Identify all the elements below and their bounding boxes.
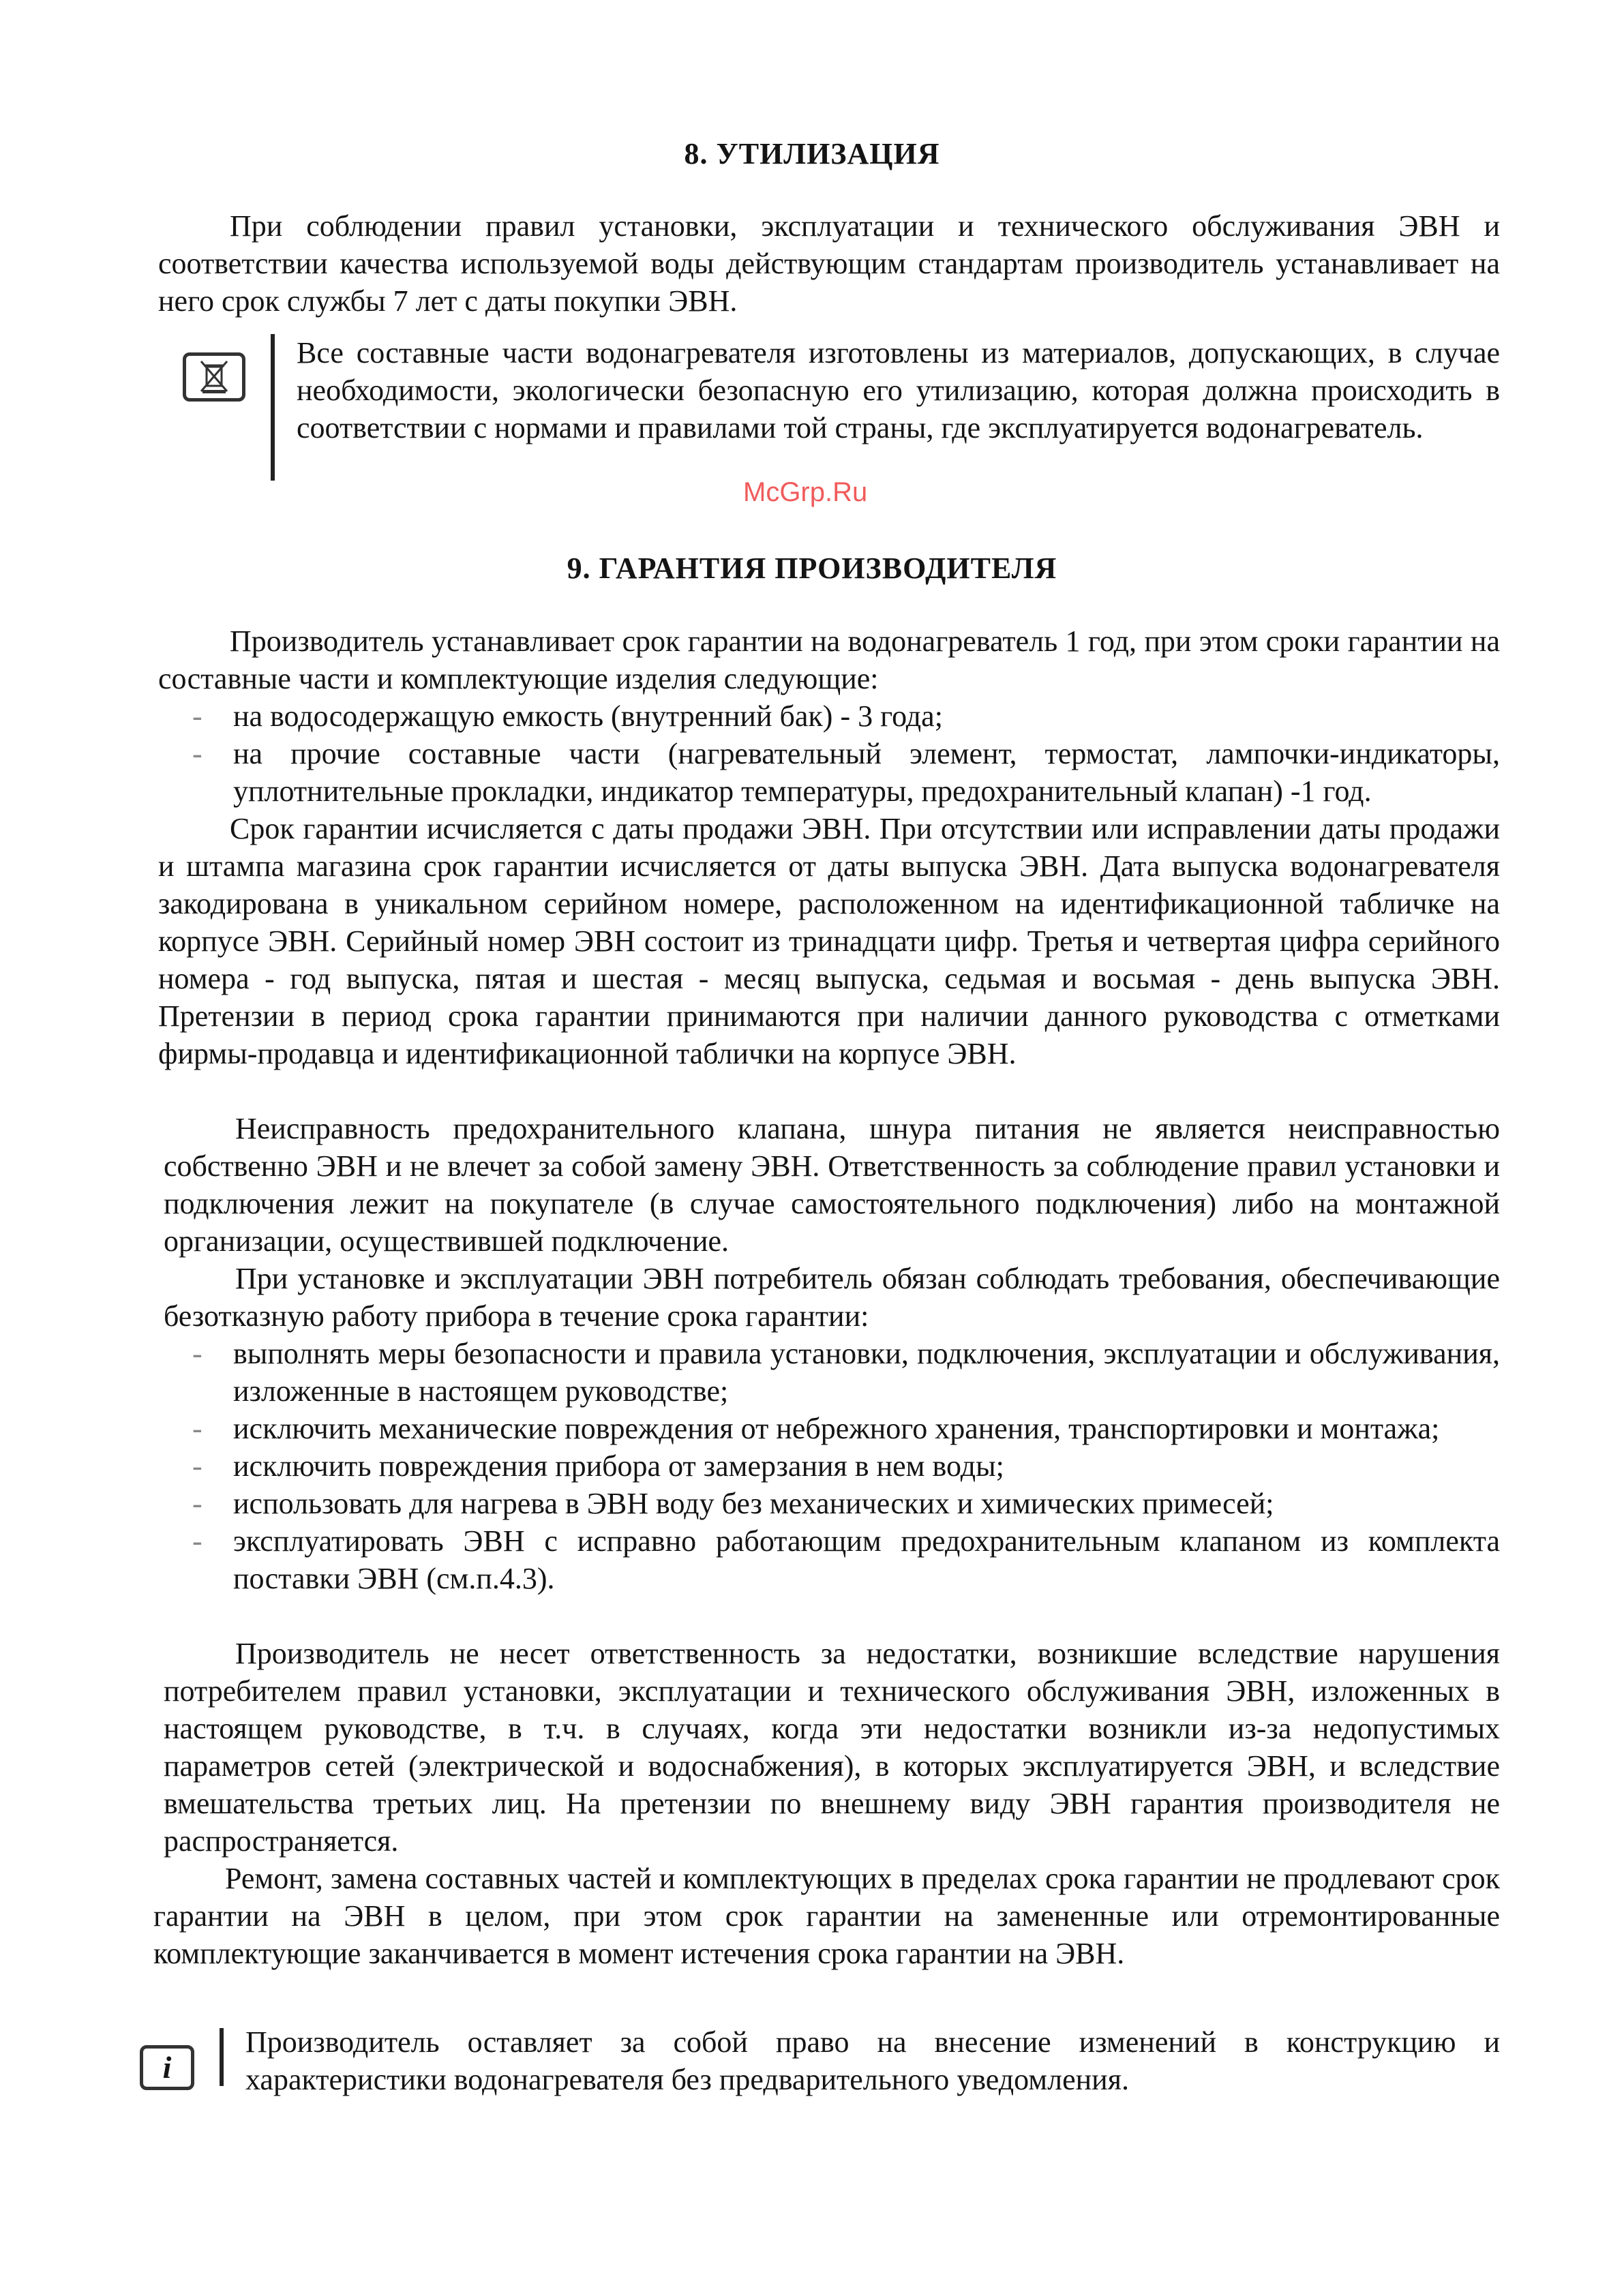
list-bullet: - [192, 737, 202, 770]
list-item: - исключить механические повреждения от небрежного хранения, транспортировки и монтажа; [158, 1410, 1500, 1447]
list-bullet: - [192, 1412, 202, 1445]
list-bullet: - [192, 1337, 202, 1370]
consumer-requirements-paragraph: При установке и эксплуатации ЭВН потребитель обязан соблюдать требования, обеспечивающие безотказную работу прибора в течение срока гарантии: [164, 1262, 1500, 1333]
list-bullet: - [192, 1487, 202, 1520]
service-life-paragraph: При соблюдении правил установки, эксплуатации и технического обслуживания ЭВН и соответствии качества используемой воды действующим стандартам производитель устанавливает на него срок службы 7 лет с даты покупки ЭВН. [158, 209, 1500, 318]
disposal-note-divider [271, 334, 275, 481]
disposal-note-text: Все составные части водонагревателя изготовлены из материалов, допускающих, в случае необходимости, экологически безопасную его утилизацию, которая должна происходить в соответствии с нормами и правилами той страны, где эксплуатируется водонагреватель. [297, 336, 1500, 444]
info-icon-glyph: i [162, 2050, 172, 2085]
warranty-start-paragraph: Срок гарантии исчисляется с даты продажи ЭВН. При отсутствии или исправлении даты продажи и штампа магазина срок гарантии исчисляется от даты выпуска ЭВН. Дата выпуска водонагревателя закодирована в уникальном серийном номере, расположенном на идентификационной табличке на корпусе ЭВН. Серийный номер ЭВН состоит из тринадцати цифр. Третья и четвертая цифра серийного номера - год выпуска, пятая и шестая - месяц выпуска, седьмая и восьмая - день выпуска ЭВН. Претензии в период срока гарантии принимаются при наличии данного руководства с отметками фирмы-продавца и идентификационной таблички на корпусе ЭВН. [158, 812, 1500, 1070]
safety-valve-paragraph: Неисправность предохранительного клапана, шнура питания не является неисправностью собственно ЭВН и не влечет за собой замену ЭВН. Ответственность за соблюдение правил установки и подключения лежит на покупателе (в случае самостоятельного подключения) либо на монтажной организации, осуществившей подключение. [164, 1112, 1500, 1258]
repair-paragraph: Ремонт, замена составных частей и комплектующих в пределах срока гарантии не продлевают срок гарантии на ЭВН в целом, при этом срок гарантии на замененные или отремонтированные комплектующие заканчивается в момент истечения срока гарантии на ЭВН. [153, 1862, 1500, 1970]
list-item: - выполнять меры безопасности и правила установки, подключения, эксплуатации и обслуживания, изложенные в настоящем руководстве; [158, 1335, 1500, 1410]
info-note-divider [220, 2028, 224, 2086]
crossed-out-bin-icon [183, 352, 245, 402]
list-bullet: - [192, 1524, 202, 1558]
liability-paragraph: Производитель не несет ответственность за недостатки, возникшие вследствие нарушения потребителем правил установки, эксплуатации и технического обслуживания ЭВН, изложенных в настоящем руководстве, в т.ч. в случаях, когда эти недостатки возникли из-за недопустимых параметров сетей (электрической и водоснабжения), в которых эксплуатируется ЭВН, и вследствие вмешательства третьих лиц. На претензии по внешнему виду ЭВН гарантия производителя не распространяется. [164, 1637, 1500, 1858]
list-bullet: - [192, 1449, 202, 1483]
crossed-out-bin-icon-graphic [186, 356, 242, 398]
list-item: - на прочие составные части (нагревательный элемент, термостат, лампочки-индикаторы, уплотнительные прокладки, индикатор температуры, предохранительный клапан) -1 год. [158, 735, 1500, 810]
list-item: - эксплуатировать ЭВН с исправно работающим предохранительным клапаном из комплекта поставки ЭВН (см.п.4.3). [158, 1522, 1500, 1597]
list-item: - использовать для нагрева в ЭВН воду без механических и химических примесей; [158, 1485, 1500, 1522]
section-8-title: 8. УТИЛИЗАЦИЯ [684, 137, 940, 170]
warranty-intro-paragraph: Производитель устанавливает срок гарантии на водонагреватель 1 год, при этом сроки гарантии на составные части и комплектующие изделия следующие: [158, 624, 1500, 695]
watermark: McGrp.Ru [743, 477, 868, 507]
info-icon [140, 2045, 194, 2090]
info-note-text: Производитель оставляет за собой право на внесение изменений в конструкцию и характеристики водонагревателя без предварительного уведомления. [245, 2025, 1500, 2096]
list-item: - на водосодержащую емкость (внутренний бак) - 3 года; [158, 697, 1500, 735]
consumer-requirements-list [158, 1335, 1500, 1597]
list-item: - исключить повреждения прибора от замерзания в нем воды; [158, 1447, 1500, 1485]
warranty-period-list [158, 697, 1500, 810]
section-9-title: 9. ГАРАНТИЯ ПРОИЗВОДИТЕЛЯ [567, 552, 1057, 585]
list-bullet: - [192, 699, 202, 733]
